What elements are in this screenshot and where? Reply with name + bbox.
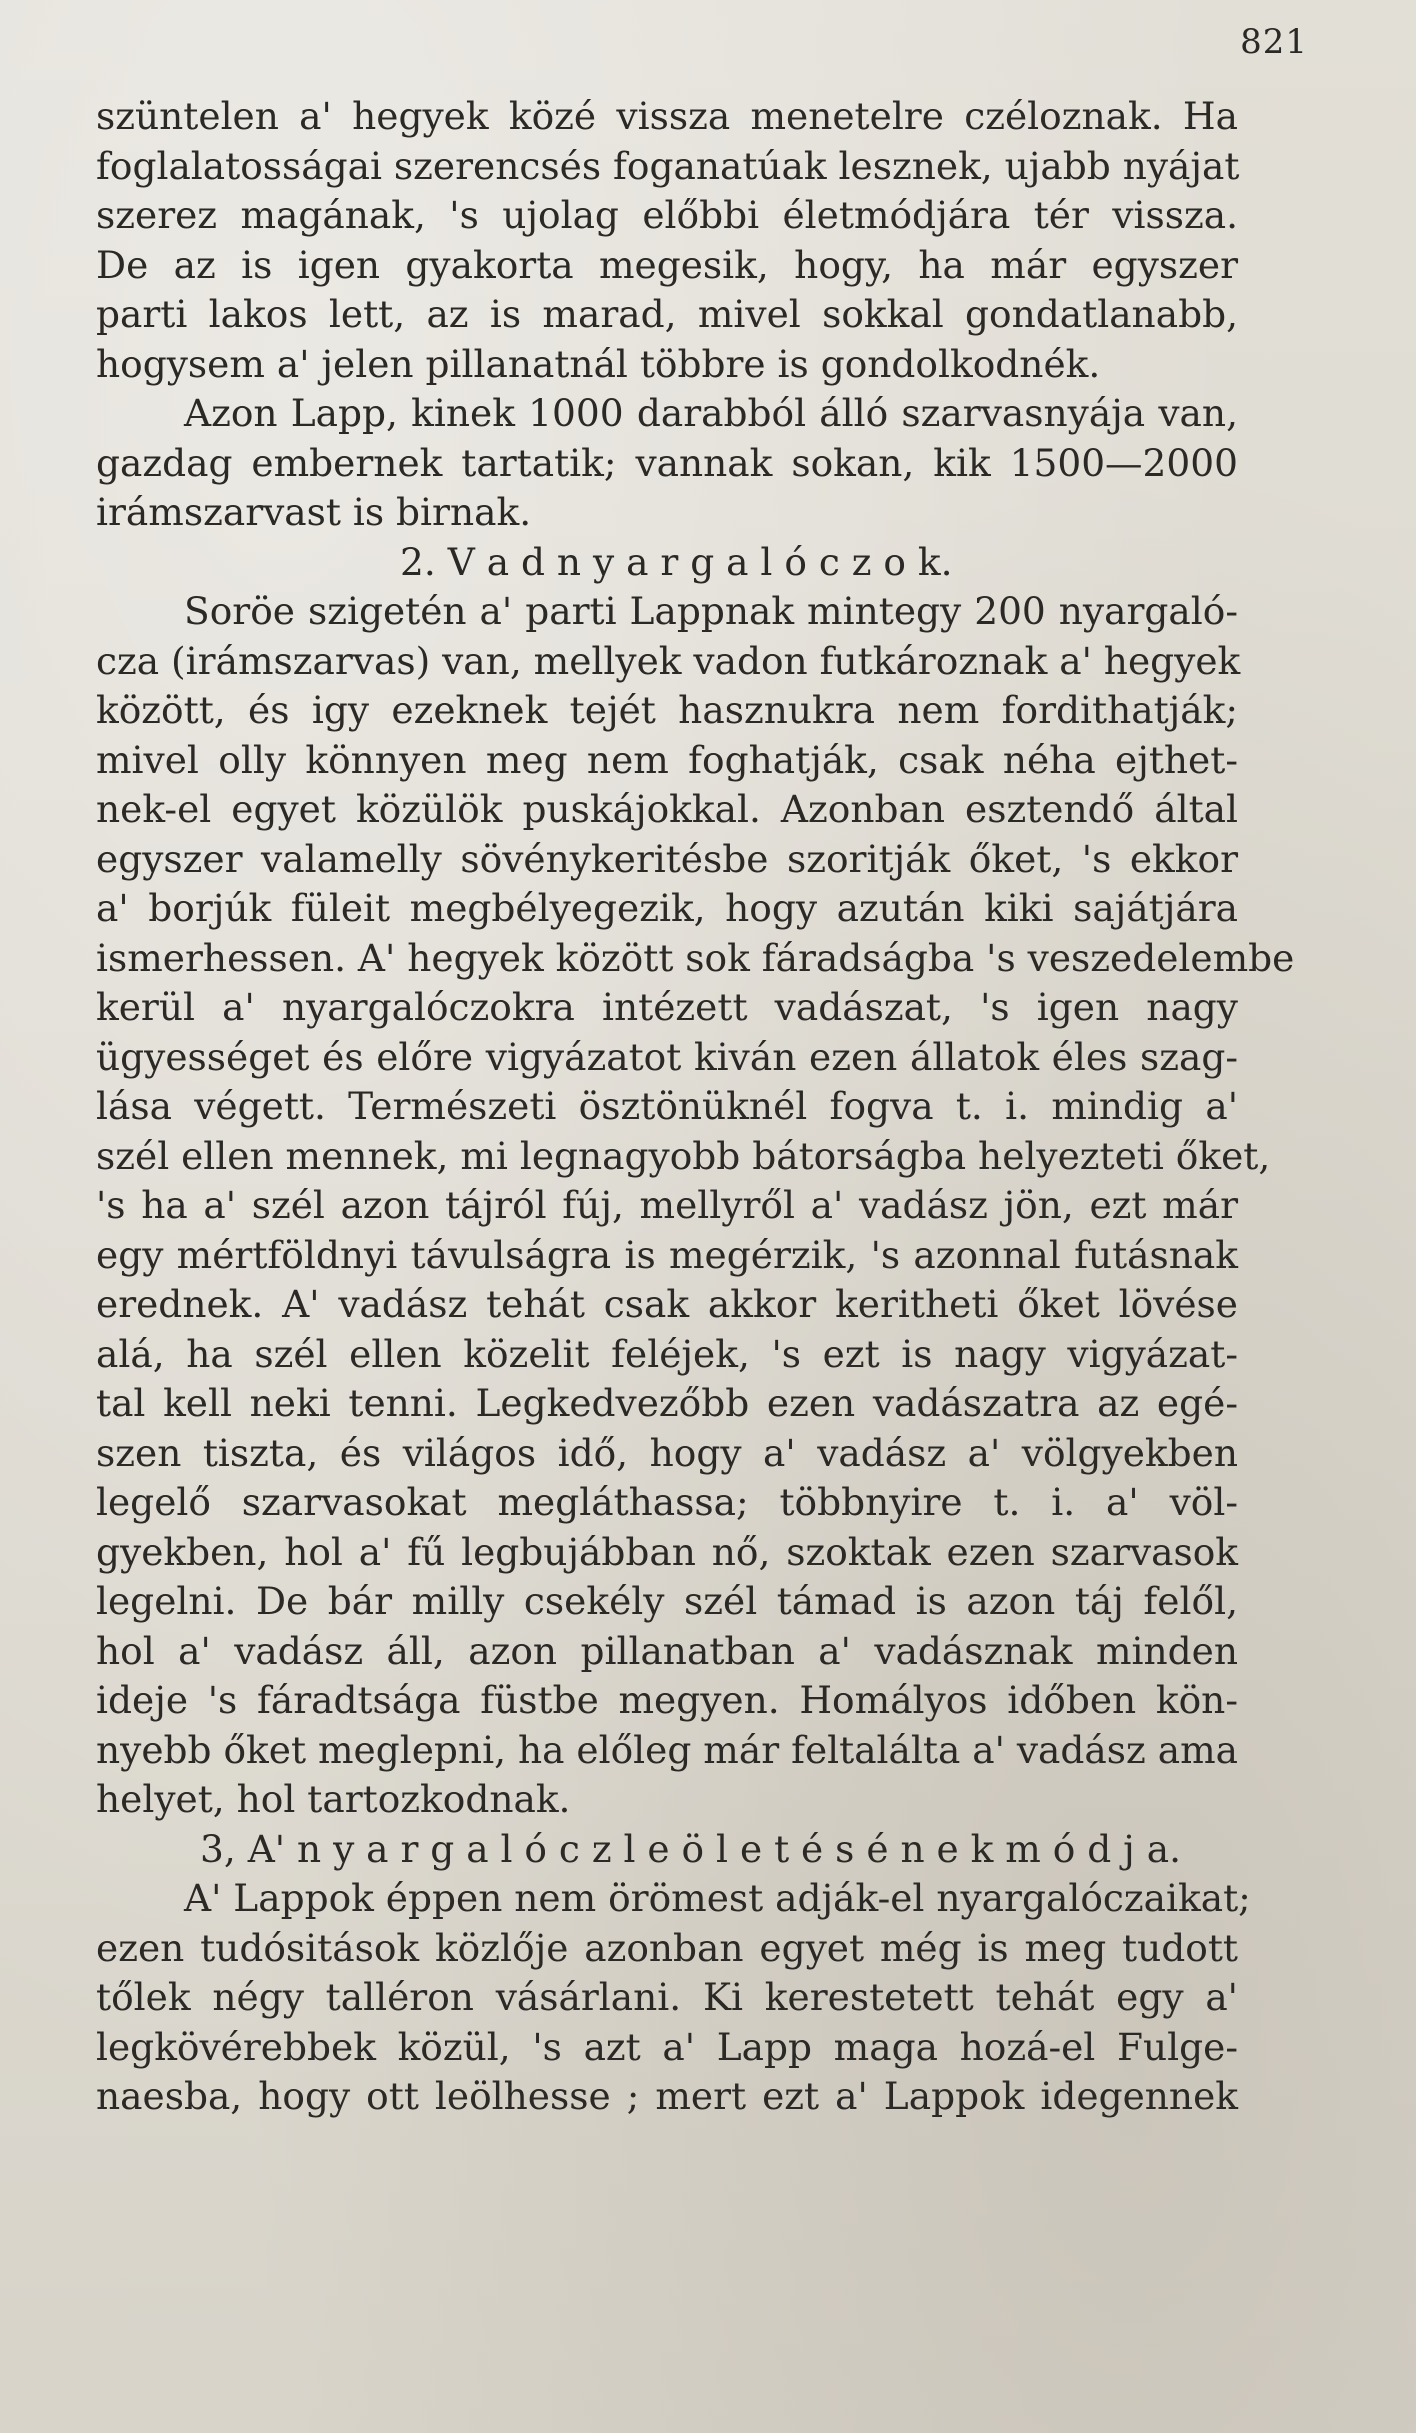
text-line: legkövérebbek közül, 's azt a' Lapp maga hozá-el Fulge- [96,2024,1238,2069]
text-line: Azon Lapp, kinek 1000 darabból álló szarvasnyája van, [184,391,1238,435]
text-line: szen tiszta, és világos idő, hogy a' vadász a' völgyekben [96,1430,1238,1475]
text-line: 's ha a' szél azon tájról fúj, mellyről a' vadász jön, ezt már [96,1183,1238,1227]
text-line: hol a' vadász áll, azon pillanatban a' vadásznak minden [96,1628,1238,1673]
text-line: között, és igy ezeknek tejét hasznukra nem fordithatják; [96,688,1238,732]
text-line: gazdag embernek tartatik; vannak sokan, kik 1500—2000 [96,440,1238,485]
text-line: a' borjúk füleit megbélyegezik, hogy azután kiki sajátjára [96,886,1238,930]
text-line: lása végett. Természeti ösztönüknél fogva t. i. mindig a' [96,1084,1238,1128]
text-line: kerül a' nyargalóczokra intézett vadászat, 's igen nagy [96,985,1238,1029]
text-line: ezen tudósitások közlője azonban egyet még is meg tudott [96,1925,1238,1970]
text-line: egy mértföldnyi távulságra is megérzik, 's azonnal futásnak [96,1232,1238,1277]
text-line: legelő szarvasokat megláthassa; többnyire t. i. a' völ- [96,1480,1238,1524]
text-line: tőlek négy talléron vásárlani. Ki kerestetett tehát egy a' [96,1975,1238,2019]
text-line: ügyességet és előre vigyázatot kiván ezen állatok éles szag- [96,1034,1238,1079]
text-line: nek-el egyet közülök puskájokkal. Azonban esztendő által [96,787,1238,831]
text-line: tal kell neki tenni. Legkedvezőbb ezen vadászatra az egé- [96,1381,1238,1425]
section-heading-line: 2. V a d n y a r g a l ó c z o k. [400,539,953,584]
body-text [96,92,1295,2122]
text-line: De az is igen gyakorta megesik, hogy, ha már egyszer [96,242,1238,287]
text-line: cza (irámszarvas) van, mellyek vadon futkároznak a' hegyek [96,638,1241,683]
text-line: szerez magának, 's ujolag előbbi életmódjára tér vissza. [96,193,1238,237]
text-line: foglalatosságai szerencsés foganatúak lesznek, ujabb nyájat [96,143,1240,188]
text-line: helyet, hol tartozkodnak. [96,1777,571,1821]
text-line: hogysem a' jelen pillanatnál többre is gondolkodnék. [96,341,1101,386]
text-line: Soröe szigetén a' parti Lappnak mintegy 200 nyargaló- [184,589,1238,633]
text-line: nyebb őket meglepni, ha előleg már feltalálta a' vadász ama [96,1727,1238,1772]
text-line: parti lakos lett, az is marad, mivel sokkal gondatlanabb, [96,292,1238,336]
text-line: szél ellen mennek, mi legnagyobb bátorságba helyezteti őket, [96,1133,1271,1178]
text-line: A' Lappok éppen nem örömest adják-el nyargalóczaikat; [184,1876,1251,1920]
text-line: gyekben, hol a' fű legbujábban nő, szoktak ezen szarvasok [96,1529,1238,1574]
section-heading-line: 3, A' n y a r g a l ó c z l e ö l e t é s é n e k m ó d j a. [200,1826,1182,1871]
text-line: naesba, hogy ott leölhesse ; mert ezt a' Lappok idegennek [96,2074,1238,2118]
text-line: ideje 's fáradtsága füstbe megyen. Homályos időben kön- [96,1678,1238,1722]
text-line: mivel olly könnyen meg nem foghatják, csak néha ejthet- [96,737,1238,782]
text-line: egyszer valamelly sövénykeritésbe szoritják őket, 's ekkor [96,836,1238,881]
text-line: szüntelen a' hegyek közé vissza menetelre czéloznak. Ha [96,94,1238,138]
text-line: irámszarvast is birnak. [96,490,532,534]
text-line: legelni. De bár milly csekély szél támad is azon táj felől, [96,1579,1238,1623]
text-line: ismerhessen. A' hegyek között sok fáradságba 's veszedelembe [96,935,1295,980]
text-line: erednek. A' vadász tehát csak akkor keritheti őket lövése [96,1282,1238,1326]
page-number: 821 [1240,22,1308,62]
text-line: alá, ha szél ellen közelit feléjek, 's ezt is nagy vigyázat- [96,1331,1238,1376]
